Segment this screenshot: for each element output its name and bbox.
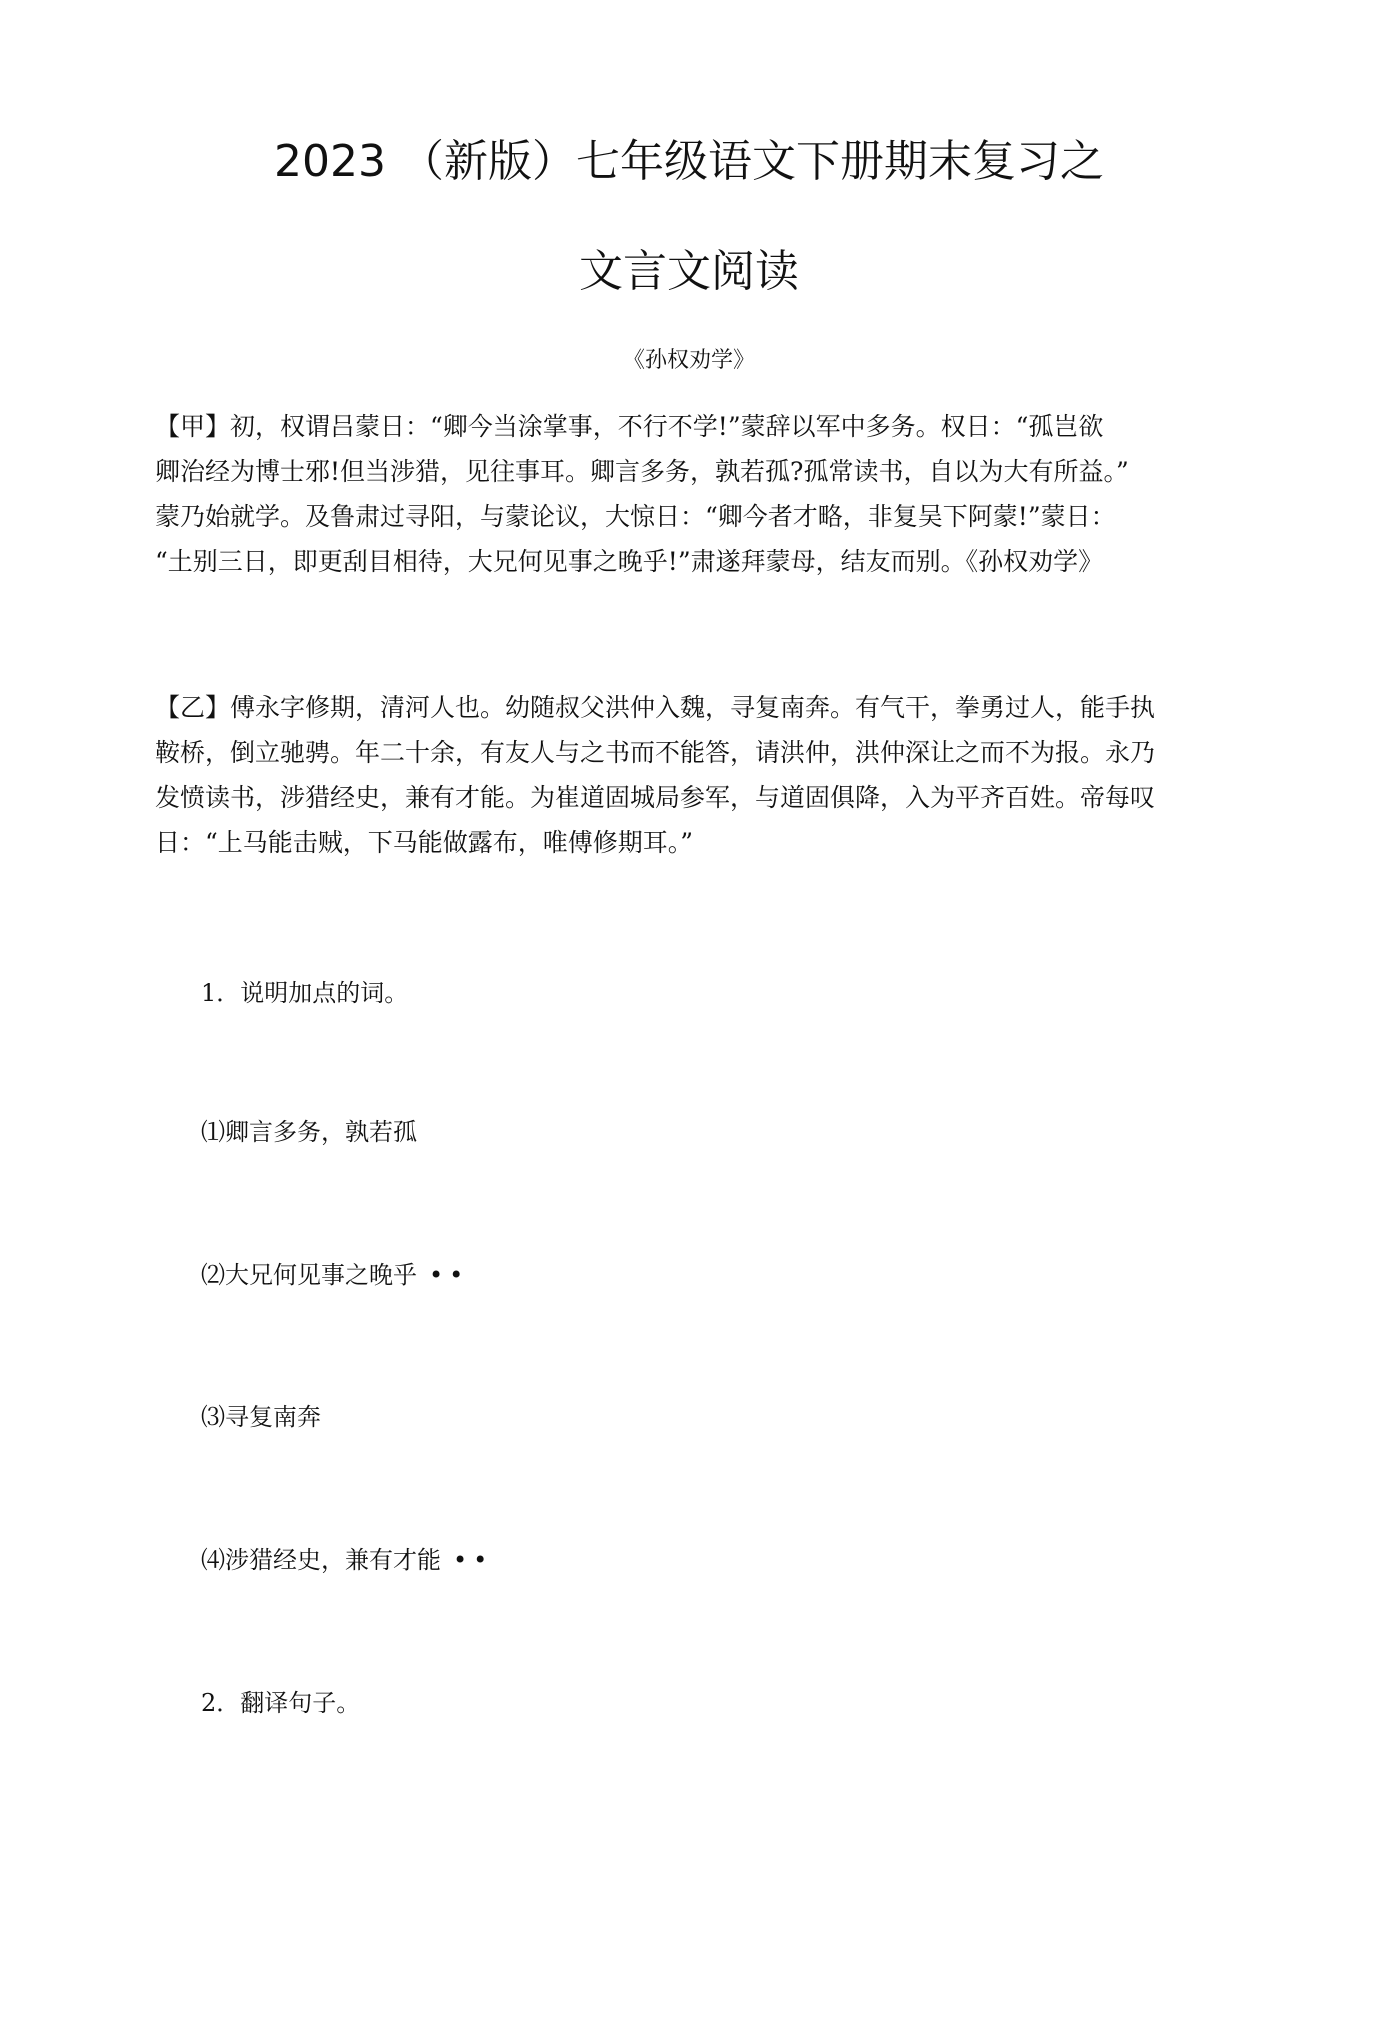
passage-jia-line: “土别三日，即更刮目相待，大兄何见事之晚乎!”肃遂拜蒙母，结友而别。《孙权劝学》 bbox=[155, 547, 1104, 576]
passage-yi-line: 发愤读书，涉猎经史，兼有才能。为崔道固城局参军，与道固俱降，入为平齐百姓。帝每叹 bbox=[155, 783, 1156, 812]
passage-yi-line: 日：“上马能击贼，下马能做露布，唯傅修期耳。” bbox=[155, 828, 694, 857]
question-1-item-2 bbox=[201, 1258, 469, 1292]
question-1-item-3 bbox=[201, 1400, 321, 1434]
passage-jia-line: 【甲】初，权谓吕蒙日：“卿今当涂掌事，不行不学!”蒙辞以军中多务。权日：“孤岂欲 bbox=[155, 412, 1104, 441]
passage-jia bbox=[155, 404, 1223, 584]
question-1-item-4 bbox=[201, 1543, 493, 1577]
passage-jia-line: 蒙乃始就学。及鲁肃过寻阳，与蒙论议，大惊日：“卿今者才略，非复吴下阿蒙!”蒙日： bbox=[155, 502, 1116, 531]
passage-yi bbox=[155, 685, 1223, 865]
question-1-heading: 1．说明加点的词。 bbox=[201, 979, 409, 1007]
passage-yi-line: 鞍桥，倒立驰骋。年二十余，有友人与之书而不能答，请洪仲，洪仲深让之而不为报。永乃 bbox=[155, 738, 1156, 767]
question-1-item-3-text: ⑶寻复南奔 bbox=[201, 1403, 321, 1431]
question-1-item-4-text: ⑷涉猎经史，兼有才能 bbox=[201, 1546, 441, 1574]
question-2-heading: 2．翻译句子。 bbox=[201, 1689, 361, 1717]
document-title-line2: 文言文阅读 bbox=[579, 246, 799, 297]
passage-yi-line: 【乙】傅永字修期，清河人也。幼随叔父洪仲入魏，寻复南奔。有气干，拳勇过人，能手执 bbox=[155, 693, 1156, 722]
document-title-line1: 2023 （新版）七年级语文下册期末复习之 bbox=[274, 136, 1104, 187]
question-1-item-2-text: ⑵大兄何见事之晚乎 bbox=[201, 1261, 417, 1289]
emphasis-dots: •• bbox=[453, 1546, 494, 1574]
passage-source-title: 《孙权劝学》 bbox=[622, 348, 755, 373]
question-1-item-1 bbox=[201, 1115, 417, 1149]
question-1-item-1-text: ⑴卿言多务，孰若孤 bbox=[201, 1118, 417, 1146]
emphasis-dots: •• bbox=[429, 1261, 470, 1289]
passage-jia-line: 卿治经为博士邪!但当涉猎，见往事耳。卿言多务，孰若孤?孤常读书，自以为大有所益。” bbox=[155, 457, 1129, 486]
